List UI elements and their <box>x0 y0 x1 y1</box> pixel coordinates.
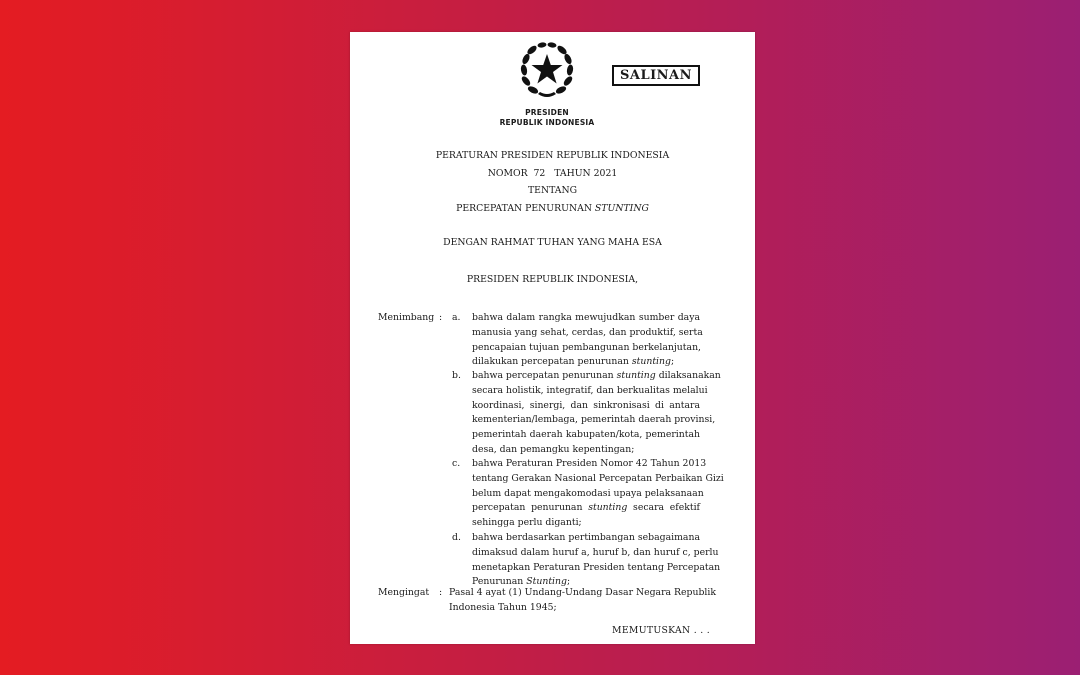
memutuskan-footer: MEMUTUSKAN . . . <box>612 625 711 636</box>
text-line: desa, dan pemangku kepentingan; <box>472 443 635 455</box>
text-line: dilakukan percepatan penurunan stunting; <box>472 356 675 368</box>
menimbang-label: Menimbang <box>378 312 435 323</box>
text-line: sehingga perlu diganti; <box>472 517 582 529</box>
regulation-title: PERATURAN PRESIDEN REPUBLIK INDONESIA <box>435 150 670 161</box>
text-line: Indonesia Tahun 1945; <box>449 601 557 613</box>
item-c-letter: c. <box>452 458 461 469</box>
regulation-number: NOMOR 72 TAHUN 2021 <box>487 168 618 179</box>
text-line: percepatan penurunan stunting secara efektif <box>472 502 700 514</box>
text-line: belum dapat mengakomodasi upaya pelaksanaan <box>472 487 704 499</box>
text-line: secara holistik, integratif, dan berkualitas melalui <box>472 384 708 396</box>
mengingat-colon: : <box>439 587 443 598</box>
mengingat-text <box>449 586 717 616</box>
text-line: tentang Gerakan Nasional Percepatan Perbaikan Gizi <box>472 472 724 484</box>
text-line: pemerintah daerah kabupaten/kota, pemerintah <box>472 429 700 441</box>
issuer-line-2: REPUBLIK INDONESIA <box>499 118 595 127</box>
item-a-text <box>472 311 703 370</box>
item-b-letter: b. <box>452 370 461 381</box>
salinan-stamp: SALINAN <box>612 65 700 86</box>
text-line: Pasal 4 ayat (1) Undang-Undang Dasar Negara Republik <box>449 587 717 598</box>
presidential-emblem-icon <box>518 40 576 100</box>
issuer-line-1: PRESIDEN <box>525 108 569 117</box>
mengingat-label: Mengingat <box>378 587 430 598</box>
item-d-text <box>472 531 721 590</box>
subject-prefix: PERCEPATAN PENURUNAN <box>456 203 595 214</box>
item-a-letter: a. <box>452 312 461 323</box>
text-line: bahwa Peraturan Presiden Nomor 42 Tahun 2013 <box>472 458 707 469</box>
text-line: menetapkan Peraturan Presiden tentang Percepatan <box>472 561 721 573</box>
text-line: manusia yang sehat, cerdas, dan produktif, serta <box>472 326 703 338</box>
text-line: Penurunan Stunting; <box>472 576 571 588</box>
text-line: pencapaian tujuan pembangunan berkelanjutan, <box>472 341 702 353</box>
text-line: bahwa berdasarkan pertimbangan sebagaimana <box>472 532 700 543</box>
text-line: bahwa percepatan penurunan stunting dilaksanakan <box>472 370 721 381</box>
subject-italic: STUNTING <box>594 203 649 214</box>
item-d-letter: d. <box>452 532 461 543</box>
tentang-label: TENTANG <box>527 185 578 196</box>
text-line: dimaksud dalam huruf a, huruf b, dan huruf c, perlu <box>472 546 719 558</box>
enacting-authority: PRESIDEN REPUBLIK INDONESIA, <box>466 274 639 285</box>
menimbang-colon: : <box>439 312 443 323</box>
issuer-label <box>490 108 604 128</box>
item-c-text <box>472 457 724 531</box>
item-b-text <box>472 369 721 458</box>
text-line: bahwa dalam rangka mewujudkan sumber daya <box>472 312 700 323</box>
document-page <box>350 32 755 644</box>
text-line: kementerian/lembaga, pemerintah daerah provinsi, <box>472 414 716 426</box>
text-line: koordinasi, sinergi, dan sinkronisasi di antara <box>472 399 700 411</box>
invocation: DENGAN RAHMAT TUHAN YANG MAHA ESA <box>443 237 662 248</box>
regulation-subject <box>350 203 755 214</box>
